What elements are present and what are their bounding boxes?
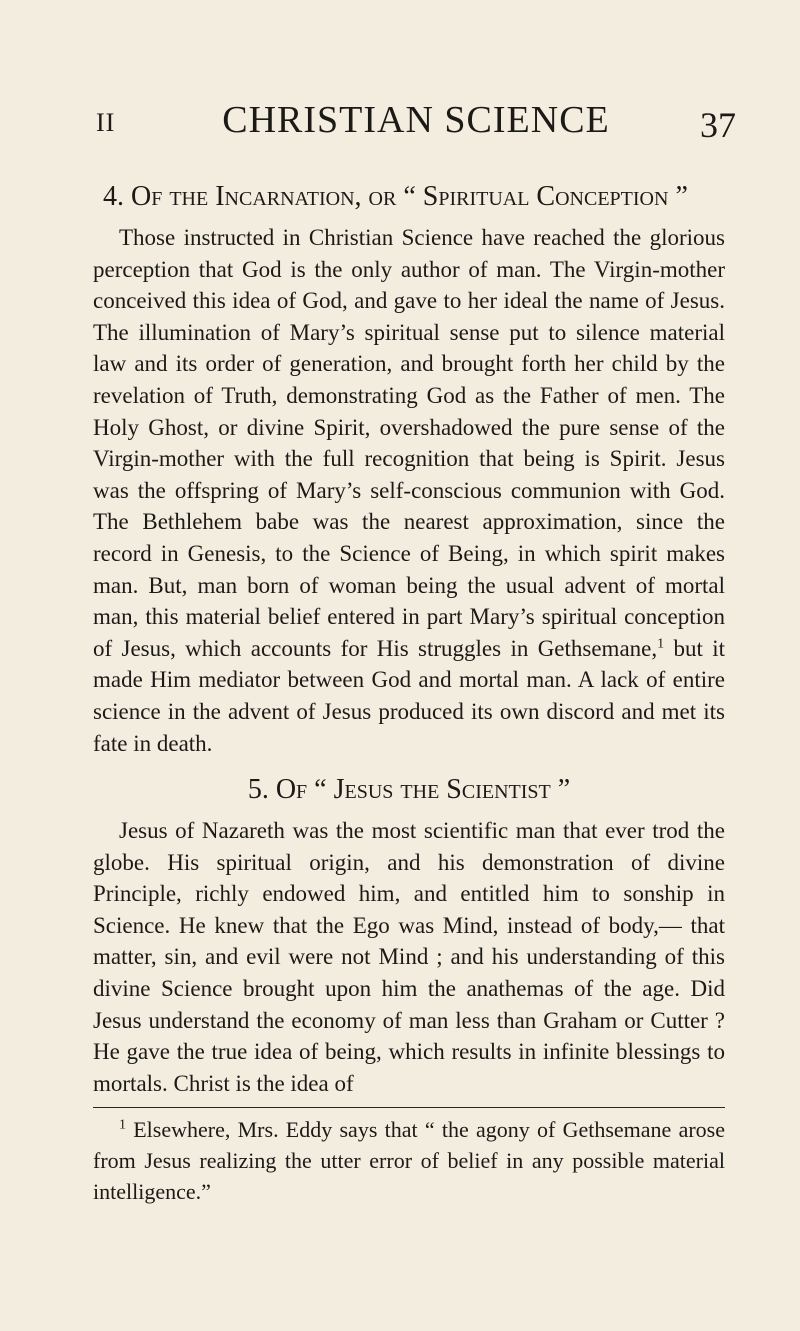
- section-heading-jesus-scientist: 5. Of “ Jesus the Scientist ”: [247, 774, 571, 806]
- paragraph-text: Those instructed in Christian Science have reached the glorious perception that God is the only author of man. The Virgin-mother conceived this idea of God, and gave to her ideal the name of Jesus. The illumination of Mary’s spiritual sense put to silence material law and its order of generation, and brought forth her child by the revelation of Truth, demonstrating God as the Father of men. The Holy Ghost, or divine Spirit, overshadowed the pure sense of the Virgin-mother with the full recognition that being is Spirit. Jesus was the offspring of Mary’s self-conscious communion with God. The Bethlehem babe was the nearest approximation, since the record in Genesis, to the Science of Being, in which spirit makes man. But, man born of woman being the usual advent of mortal man, this material belief entered in part Mary’s spiritual conception of Jesus, which accounts for His struggles in Gethsemane,: [93, 225, 725, 661]
- chapter-numeral: II: [96, 108, 116, 137]
- footnote: [93, 1114, 725, 1207]
- footnote-marker: 1: [119, 1118, 126, 1134]
- paragraph-incarnation: [93, 222, 725, 759]
- footnote-text: Elsewhere, Mrs. Eddy says that “ the agony of Gethsemane arose from Jesus realizing the utter error of belief in any possible material intelligence.”: [93, 1117, 725, 1205]
- footnote-divider: [93, 1107, 725, 1108]
- footnote-reference: 1: [657, 636, 665, 652]
- running-title: CHRISTIAN SCIENCE: [222, 99, 610, 141]
- paragraph-text-continued: but it made Him mediator between God and mortal man. A lack of entire science in the advent of Jesus produced its own discord and met its fate in death.: [93, 635, 726, 756]
- page-header: [96, 84, 736, 144]
- page-body: [93, 178, 725, 1207]
- section-heading-incarnation: 4. Of the Incarnation, or “ Spiritual Conception ”: [103, 181, 688, 212]
- paragraph-jesus-scientist: Jesus of Nazareth was the most scientific man that ever trod the globe. His spiritual origin, and his demonstration of divine Principle, richly endowed him, and entitled him to sonship in Science. He knew that the Ego was Mind, instead of body,— that matter, sin, and evil were not Mind ; and his understanding of this divine Science brought upon him the anathemas of the age. Did Jesus understand the economy of man less than Graham or Cutter ? He gave the true idea of being, which results in infinite blessings to mortals. Christ is the idea of: [93, 818, 725, 1096]
- page-number: 37: [700, 105, 736, 145]
